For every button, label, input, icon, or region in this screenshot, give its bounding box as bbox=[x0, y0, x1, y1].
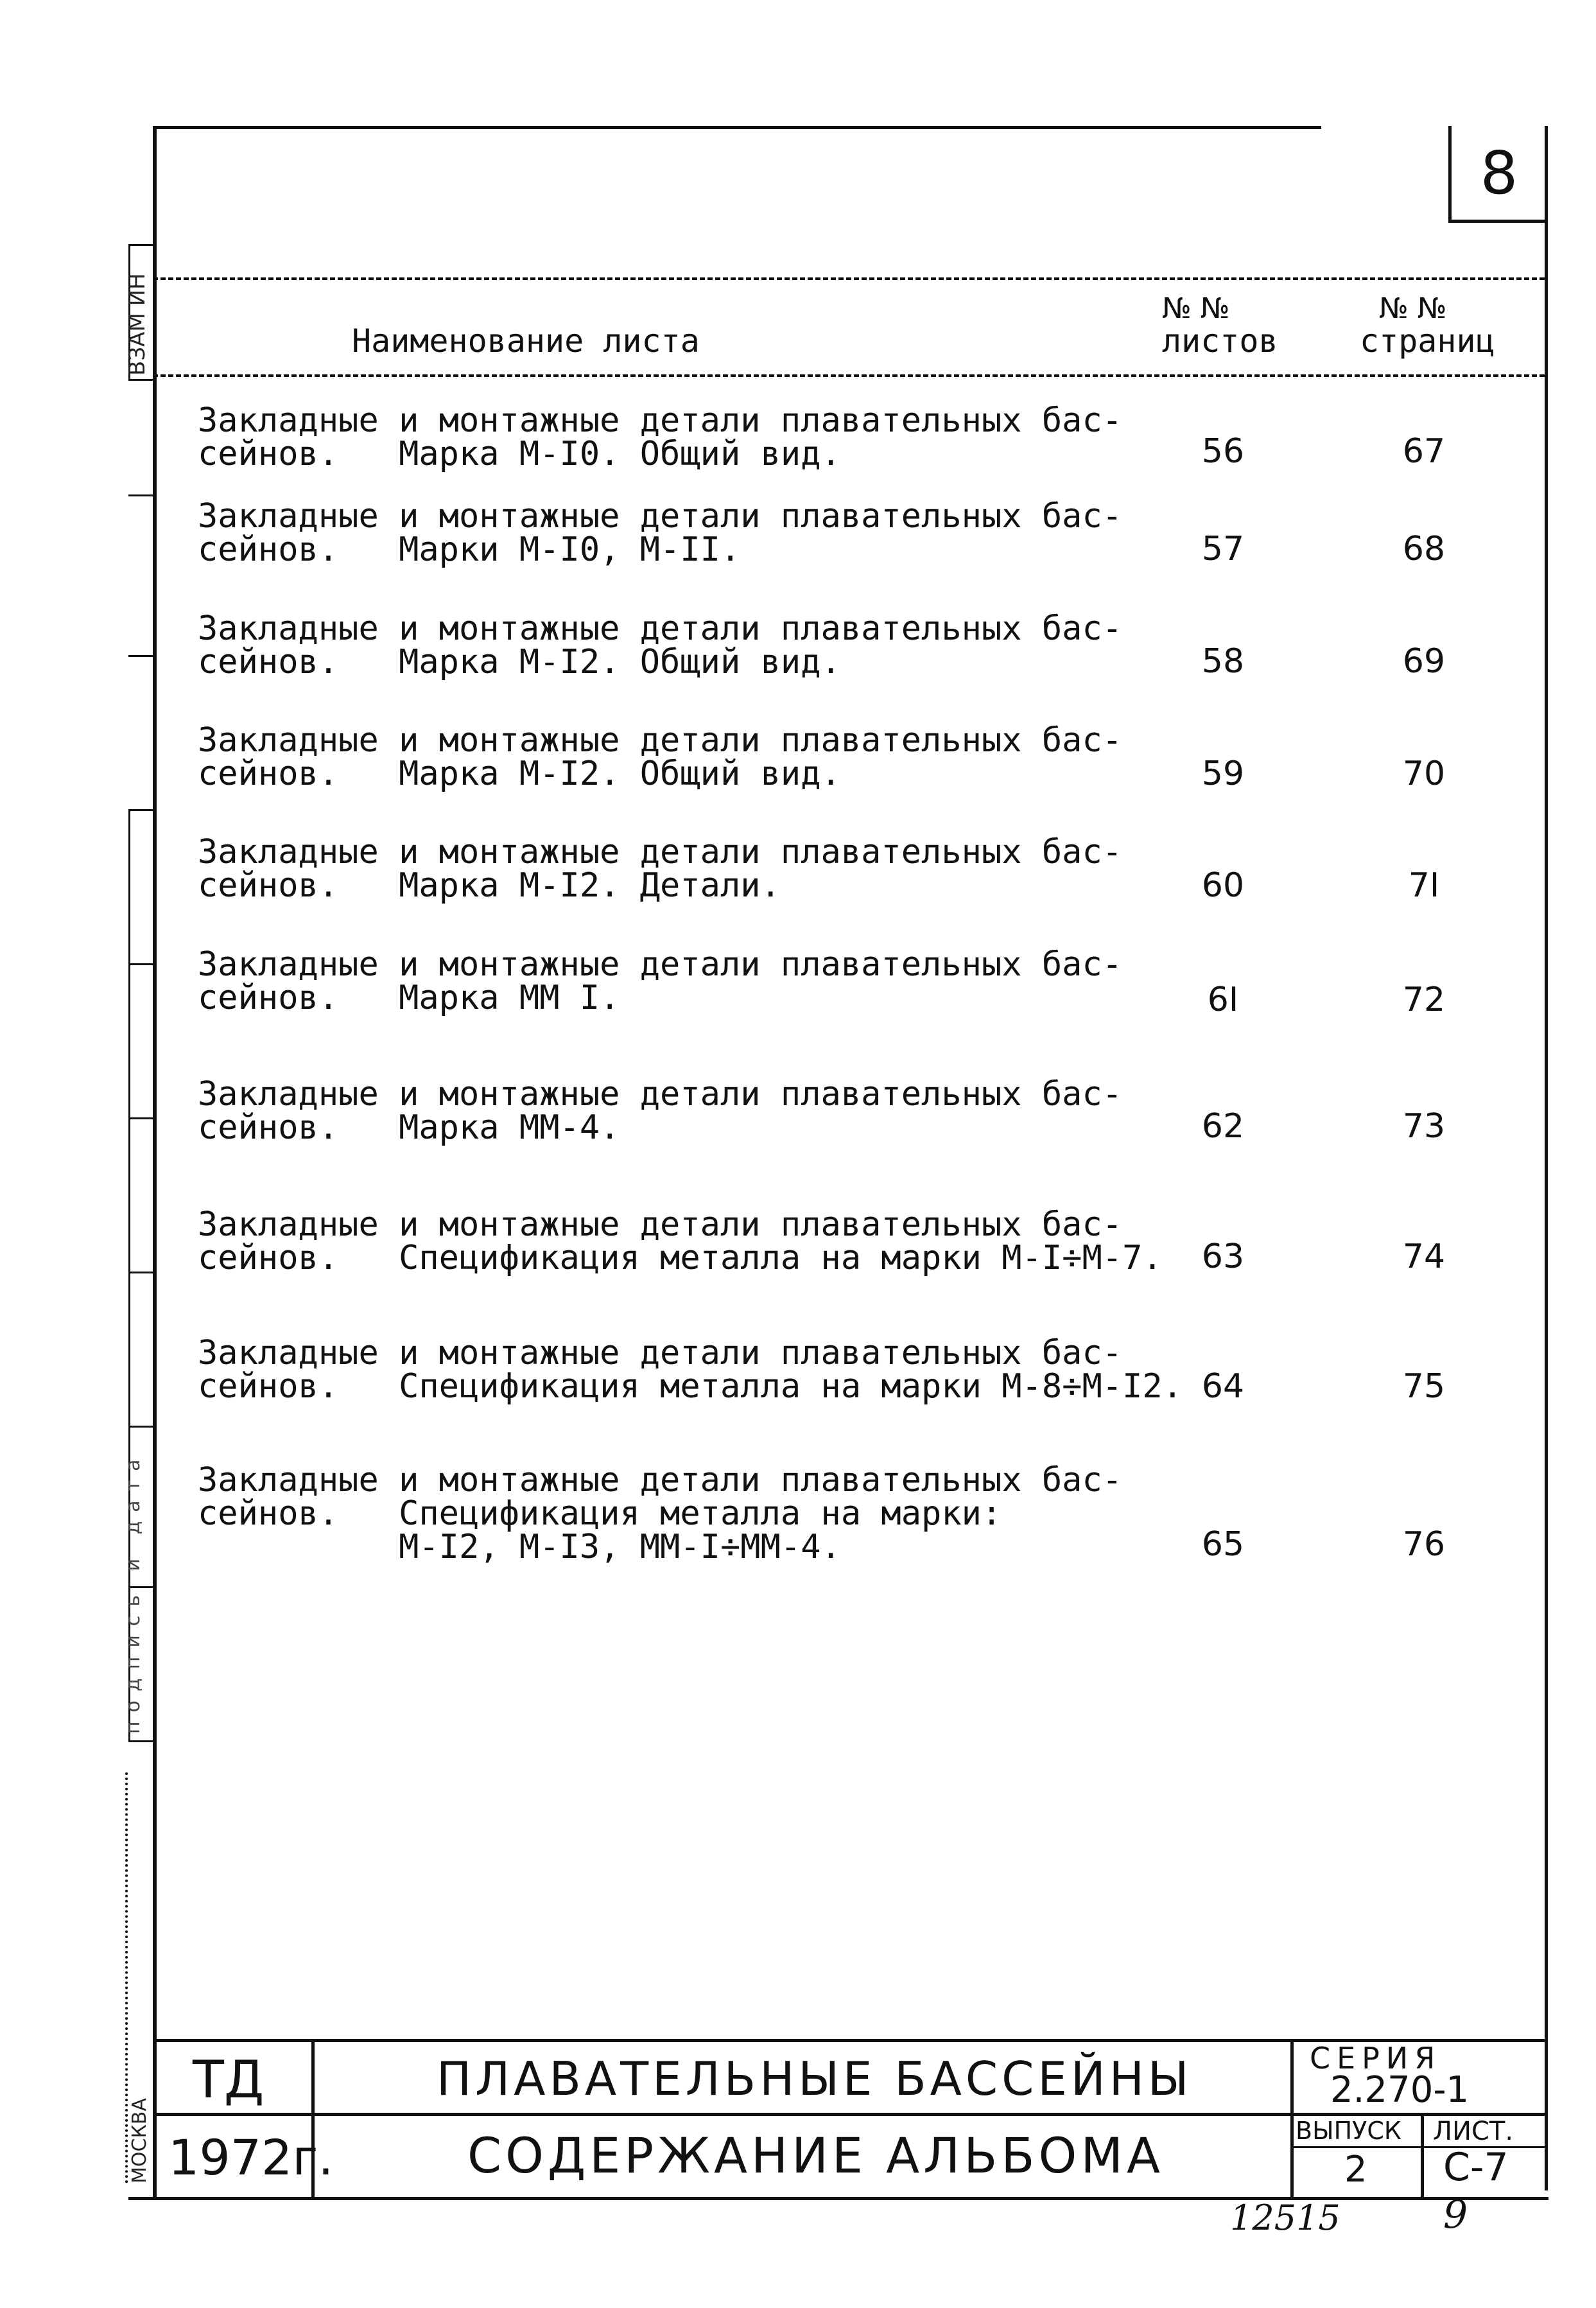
title-block-middle-rule bbox=[153, 2113, 1548, 2116]
stub-line bbox=[128, 809, 154, 811]
row-2-line1: Закладные и монтажные детали плавательных бас- bbox=[198, 497, 1123, 536]
stub-signature-label: подпись и дата bbox=[122, 1450, 144, 1734]
stub-line bbox=[128, 1272, 154, 1273]
row-2-sheet: 57 bbox=[1201, 530, 1245, 568]
frame-left-border bbox=[153, 126, 157, 2197]
header-pages-number-sign: № № bbox=[1379, 292, 1447, 325]
row-1-line1: Закладные и монтажные детали плавательных бас- bbox=[198, 401, 1123, 440]
stub-moskva-label: МОСКВА bbox=[128, 2098, 151, 2183]
row-1-line2: сейнов. Марка М-I0. Общий вид. bbox=[198, 435, 841, 473]
row-8-line2: сейнов. Спецификация металла на марки М-I÷М-7. bbox=[198, 1239, 1163, 1277]
stub-line bbox=[128, 1740, 154, 1742]
stub-line bbox=[128, 244, 154, 246]
stub-line bbox=[128, 379, 154, 381]
frame-right-border bbox=[1545, 126, 1548, 2190]
header-name-column: Наименование листа bbox=[352, 322, 700, 360]
row-6-line2: сейнов. Марка ММ I. bbox=[198, 979, 620, 1017]
row-10-line2: сейнов. Спецификация металла на марки: bbox=[198, 1494, 1002, 1533]
stub-vzam-label: ВЗАМ ИН bbox=[125, 273, 150, 376]
row-1-page: 67 bbox=[1402, 432, 1446, 471]
title-block-series-label: СЕРИЯ bbox=[1310, 2041, 1442, 2076]
row-10-sheet: 65 bbox=[1201, 1525, 1245, 1564]
row-5-line2: сейнов. Марка М-I2. Детали. bbox=[198, 866, 781, 905]
title-block-issue-label: ВЫПУСК bbox=[1296, 2117, 1401, 2145]
stub-line bbox=[128, 963, 154, 965]
row-9-line1: Закладные и монтажные детали плавательных бас- bbox=[198, 1334, 1123, 1372]
title-block-sheet-value: С-7 bbox=[1443, 2145, 1509, 2190]
title-block-divider-right bbox=[1290, 2039, 1294, 2199]
corner-sheet-number: 8 bbox=[1448, 126, 1547, 223]
title-block-divider-issue bbox=[1421, 2113, 1424, 2199]
row-4-line1: Закладные и монтажные детали плавательных бас- bbox=[198, 721, 1123, 760]
header-sheets-number-sign: № № bbox=[1162, 292, 1230, 325]
title-block-sub-title: СОДЕРЖАНИЕ АЛЬБОМА bbox=[467, 2127, 1164, 2184]
title-block-series-value: 2.270-1 bbox=[1330, 2069, 1470, 2111]
footer-page-number: 9 bbox=[1443, 2192, 1468, 2237]
row-8-page: 74 bbox=[1402, 1237, 1446, 1276]
row-5-line1: Закладные и монтажные детали плавательных бас- bbox=[198, 833, 1123, 871]
table-header-rule bbox=[153, 374, 1545, 377]
row-7-page: 73 bbox=[1402, 1107, 1446, 1146]
title-block-year: 1972г. bbox=[168, 2129, 334, 2186]
row-9-page: 75 bbox=[1402, 1367, 1446, 1406]
row-6-page: 72 bbox=[1402, 981, 1446, 1019]
header-sheets-column: листов bbox=[1162, 322, 1278, 360]
header-pages-column: страниц bbox=[1360, 322, 1495, 360]
row-7-line2: сейнов. Марка ММ-4. bbox=[198, 1108, 620, 1147]
stub-line bbox=[128, 1117, 154, 1119]
row-6-line1: Закладные и монтажные детали плавательных бас- bbox=[198, 945, 1123, 984]
row-5-sheet: 60 bbox=[1201, 866, 1245, 905]
row-9-line2: сейнов. Спецификация металла на марки М-8÷М-I2. bbox=[198, 1367, 1183, 1406]
title-block-main-title: ПЛАВАТЕЛЬНЫЕ БАССЕЙНЫ bbox=[437, 2052, 1193, 2106]
row-7-line1: Закладные и монтажные детали плавательных бас- bbox=[198, 1075, 1123, 1114]
title-block-issue-rule bbox=[1290, 2146, 1547, 2148]
title-block-sheet-label: ЛИСТ. bbox=[1433, 2117, 1514, 2146]
row-5-page: 7I bbox=[1408, 866, 1440, 905]
row-3-line2: сейнов. Марка М-I2. Общий вид. bbox=[198, 643, 841, 681]
table-top-rule bbox=[153, 277, 1545, 280]
row-2-page: 68 bbox=[1402, 530, 1446, 568]
row-7-sheet: 62 bbox=[1201, 1107, 1245, 1146]
row-3-sheet: 58 bbox=[1201, 642, 1245, 681]
row-8-line1: Закладные и монтажные детали плавательных бас- bbox=[198, 1205, 1123, 1244]
row-6-sheet: 6I bbox=[1207, 981, 1239, 1019]
inventory-number: 12515 bbox=[1230, 2198, 1340, 2238]
row-10-line3: М-I2, М-I3, ММ-I÷ММ-4. bbox=[198, 1528, 841, 1566]
row-4-sheet: 59 bbox=[1201, 755, 1245, 793]
stub-dotted-line bbox=[125, 1772, 128, 2183]
row-8-sheet: 63 bbox=[1201, 1237, 1245, 1276]
stub-line bbox=[128, 494, 154, 496]
frame-top-border bbox=[153, 126, 1321, 129]
row-3-page: 69 bbox=[1402, 642, 1446, 681]
row-1-sheet: 56 bbox=[1201, 432, 1245, 471]
row-10-line1: Закладные и монтажные детали плавательных бас- bbox=[198, 1461, 1123, 1499]
stub-line bbox=[128, 1426, 154, 1428]
row-2-line2: сейнов. Марки М-I0, М-II. bbox=[198, 530, 741, 569]
stub-line bbox=[128, 655, 154, 657]
row-4-page: 70 bbox=[1402, 755, 1446, 793]
row-9-sheet: 64 bbox=[1201, 1367, 1245, 1406]
row-10-page: 76 bbox=[1402, 1525, 1446, 1564]
title-block-issue-value: 2 bbox=[1344, 2149, 1367, 2190]
row-3-line1: Закладные и монтажные детали плавательных бас- bbox=[198, 609, 1123, 648]
title-block-org: ТД bbox=[193, 2050, 265, 2110]
row-4-line2: сейнов. Марка М-I2. Общий вид. bbox=[198, 755, 841, 793]
